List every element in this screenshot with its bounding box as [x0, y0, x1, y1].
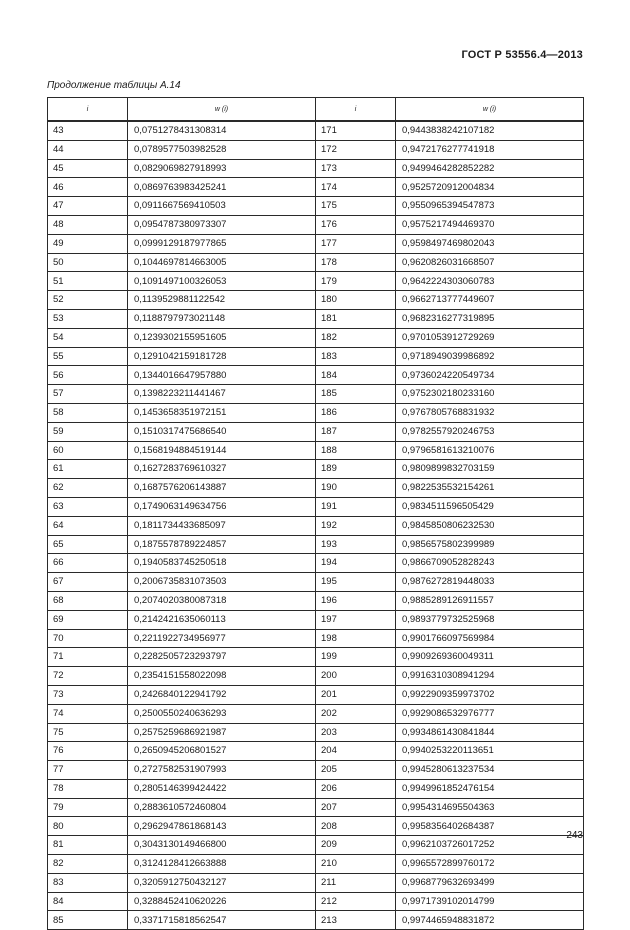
- index-cell: 211: [316, 873, 396, 892]
- table-row: [48, 328, 584, 347]
- index-cell: 74: [48, 704, 128, 723]
- weight-cell: 0,9525720912004834: [396, 178, 584, 197]
- weight-cell: 0,1398223211441467: [128, 385, 316, 404]
- index-cell: 193: [316, 535, 396, 554]
- weight-cell: 0,0829069827918993: [128, 159, 316, 178]
- index-cell: 67: [48, 573, 128, 592]
- column-header-w: w (i): [128, 98, 316, 122]
- weight-cell: 0,9443838242107182: [396, 121, 584, 140]
- table-row: [48, 460, 584, 479]
- weight-cell: 0,3371715818562547: [128, 911, 316, 930]
- weight-cell: 0,9909269360049311: [396, 648, 584, 667]
- weight-cell: 0,1344016647957880: [128, 366, 316, 385]
- weight-cell: 0,2500550240636293: [128, 704, 316, 723]
- weight-cell: 0,9499464282852282: [396, 159, 584, 178]
- weight-cell: 0,9701053912729269: [396, 328, 584, 347]
- index-cell: 185: [316, 385, 396, 404]
- weight-cell: 0,9767805768831932: [396, 403, 584, 422]
- table-row: [48, 761, 584, 780]
- index-cell: 179: [316, 272, 396, 291]
- table-row: [48, 197, 584, 216]
- weight-cell: 0,3205912750432127: [128, 873, 316, 892]
- weight-cell: 0,2282505723293797: [128, 648, 316, 667]
- weight-cell: 0,9822535532154261: [396, 479, 584, 498]
- index-cell: 208: [316, 817, 396, 836]
- table-row: [48, 215, 584, 234]
- index-cell: 73: [48, 685, 128, 704]
- index-cell: 173: [316, 159, 396, 178]
- index-cell: 69: [48, 610, 128, 629]
- table-row: [48, 366, 584, 385]
- index-cell: 197: [316, 610, 396, 629]
- weight-cell: 0,2962947861868143: [128, 817, 316, 836]
- index-cell: 178: [316, 253, 396, 272]
- weight-cell: 0,9971739102014799: [396, 892, 584, 911]
- index-cell: 79: [48, 798, 128, 817]
- index-cell: 174: [316, 178, 396, 197]
- index-cell: 171: [316, 121, 396, 140]
- weight-cell: 0,9662713777449607: [396, 291, 584, 310]
- index-cell: 83: [48, 873, 128, 892]
- weight-cell: 0,0999129187977865: [128, 234, 316, 253]
- index-cell: 76: [48, 742, 128, 761]
- weight-cell: 0,3288452410620226: [128, 892, 316, 911]
- index-cell: 81: [48, 836, 128, 855]
- table-row: [48, 441, 584, 460]
- index-cell: 198: [316, 629, 396, 648]
- table-row: [48, 403, 584, 422]
- table-row: [48, 667, 584, 686]
- index-cell: 186: [316, 403, 396, 422]
- weight-cell: 0,9965572899760172: [396, 855, 584, 874]
- column-header-w-2: w (i): [396, 98, 584, 122]
- index-cell: 181: [316, 309, 396, 328]
- index-cell: 50: [48, 253, 128, 272]
- index-cell: 52: [48, 291, 128, 310]
- weight-cell: 0,9575217494469370: [396, 215, 584, 234]
- weight-cell: 0,9598497469802043: [396, 234, 584, 253]
- weight-cell: 0,0954787380973307: [128, 215, 316, 234]
- weight-cell: 0,9550965394547873: [396, 197, 584, 216]
- weight-cell: 0,9796581613210076: [396, 441, 584, 460]
- table-row: [48, 554, 584, 573]
- weight-cell: 0,2211922734956977: [128, 629, 316, 648]
- index-cell: 183: [316, 347, 396, 366]
- index-cell: 202: [316, 704, 396, 723]
- weight-cell: 0,3043130149466800: [128, 836, 316, 855]
- weight-cell: 0,9856575802399989: [396, 535, 584, 554]
- weight-cell: 0,9866709052828243: [396, 554, 584, 573]
- weight-cell: 0,1811734433685097: [128, 516, 316, 535]
- table-row: [48, 291, 584, 310]
- index-cell: 46: [48, 178, 128, 197]
- table-row: [48, 873, 584, 892]
- index-cell: 182: [316, 328, 396, 347]
- index-cell: 59: [48, 422, 128, 441]
- index-cell: 172: [316, 140, 396, 159]
- table-row: [48, 836, 584, 855]
- index-cell: 200: [316, 667, 396, 686]
- index-cell: 51: [48, 272, 128, 291]
- index-cell: 56: [48, 366, 128, 385]
- weight-cell: 0,1044697814663005: [128, 253, 316, 272]
- table-body: [48, 121, 584, 930]
- table-row: [48, 535, 584, 554]
- index-cell: 65: [48, 535, 128, 554]
- weight-cell: 0,9954314695504363: [396, 798, 584, 817]
- table-row: [48, 610, 584, 629]
- index-cell: 196: [316, 591, 396, 610]
- weight-cell: 0,9682316277319895: [396, 309, 584, 328]
- index-cell: 187: [316, 422, 396, 441]
- index-cell: 201: [316, 685, 396, 704]
- index-cell: 190: [316, 479, 396, 498]
- weight-cell: 0,9949961852476154: [396, 779, 584, 798]
- table-row: [48, 742, 584, 761]
- table-row: [48, 723, 584, 742]
- index-cell: 176: [316, 215, 396, 234]
- index-cell: 82: [48, 855, 128, 874]
- index-cell: 188: [316, 441, 396, 460]
- table-row: [48, 855, 584, 874]
- weight-cell: 0,9922909359973702: [396, 685, 584, 704]
- column-header-i-2: i: [316, 98, 396, 122]
- table-row: [48, 272, 584, 291]
- index-cell: 84: [48, 892, 128, 911]
- table-row: [48, 591, 584, 610]
- weight-cell: 0,1188797973021148: [128, 309, 316, 328]
- standard-designation: ГОСТ Р 53556.4—2013: [461, 49, 583, 61]
- index-cell: 194: [316, 554, 396, 573]
- weight-cell: 0,1453658351972151: [128, 403, 316, 422]
- index-cell: 68: [48, 591, 128, 610]
- table-row: [48, 497, 584, 516]
- weight-cell: 0,2575259686921987: [128, 723, 316, 742]
- weight-cell: 0,9782557920246753: [396, 422, 584, 441]
- table-row: [48, 516, 584, 535]
- index-cell: 77: [48, 761, 128, 780]
- index-cell: 61: [48, 460, 128, 479]
- index-cell: 78: [48, 779, 128, 798]
- table-caption: Продолжение таблицы А.14: [47, 80, 181, 91]
- index-cell: 57: [48, 385, 128, 404]
- index-cell: 54: [48, 328, 128, 347]
- weight-cell: 0,9834511596505429: [396, 497, 584, 516]
- index-cell: 43: [48, 121, 128, 140]
- table-row: [48, 629, 584, 648]
- index-cell: 209: [316, 836, 396, 855]
- weight-cell: 0,9809899832703159: [396, 460, 584, 479]
- weight-cell: 0,1291042159181728: [128, 347, 316, 366]
- index-cell: 58: [48, 403, 128, 422]
- index-cell: 62: [48, 479, 128, 498]
- weight-cell: 0,9718949039986892: [396, 347, 584, 366]
- weight-cell: 0,9929086532976777: [396, 704, 584, 723]
- weight-cell: 0,2006735831073503: [128, 573, 316, 592]
- index-cell: 80: [48, 817, 128, 836]
- index-cell: 53: [48, 309, 128, 328]
- weight-cell: 0,9752302180233160: [396, 385, 584, 404]
- weight-cell: 0,1940583745250518: [128, 554, 316, 573]
- table-row: [48, 159, 584, 178]
- data-table: [47, 97, 584, 930]
- weight-cell: 0,9934861430841844: [396, 723, 584, 742]
- weight-cell: 0,9901766097569984: [396, 629, 584, 648]
- index-cell: 192: [316, 516, 396, 535]
- weight-cell: 0,1510317475686540: [128, 422, 316, 441]
- index-cell: 180: [316, 291, 396, 310]
- index-cell: 72: [48, 667, 128, 686]
- index-cell: 66: [48, 554, 128, 573]
- table-row: [48, 779, 584, 798]
- weight-cell: 0,2727582531907993: [128, 761, 316, 780]
- index-cell: 55: [48, 347, 128, 366]
- index-cell: 45: [48, 159, 128, 178]
- weight-cell: 0,2805146399424422: [128, 779, 316, 798]
- weight-cell: 0,0789577503982528: [128, 140, 316, 159]
- index-cell: 49: [48, 234, 128, 253]
- weight-cell: 0,9893779732525968: [396, 610, 584, 629]
- table-row: [48, 121, 584, 140]
- table-row: [48, 479, 584, 498]
- index-cell: 48: [48, 215, 128, 234]
- weight-cell: 0,1091497100326053: [128, 272, 316, 291]
- weight-cell: 0,2426840122941792: [128, 685, 316, 704]
- index-cell: 203: [316, 723, 396, 742]
- table-row: [48, 347, 584, 366]
- weight-cell: 0,1875578789224857: [128, 535, 316, 554]
- index-cell: 205: [316, 761, 396, 780]
- table-row: [48, 798, 584, 817]
- weight-cell: 0,1687576206143887: [128, 479, 316, 498]
- table-row: [48, 648, 584, 667]
- index-cell: 47: [48, 197, 128, 216]
- index-cell: 75: [48, 723, 128, 742]
- index-cell: 85: [48, 911, 128, 930]
- weight-cell: 0,2883610572460804: [128, 798, 316, 817]
- index-cell: 189: [316, 460, 396, 479]
- index-cell: 184: [316, 366, 396, 385]
- index-cell: 212: [316, 892, 396, 911]
- weight-cell: 0,1239302155951605: [128, 328, 316, 347]
- table-row: [48, 178, 584, 197]
- weight-cell: 0,9876272819448033: [396, 573, 584, 592]
- weight-cell: 0,9945280613237534: [396, 761, 584, 780]
- index-cell: 213: [316, 911, 396, 930]
- index-cell: 60: [48, 441, 128, 460]
- table-row: [48, 911, 584, 930]
- weight-cell: 0,2074020380087318: [128, 591, 316, 610]
- index-cell: 44: [48, 140, 128, 159]
- index-cell: 195: [316, 573, 396, 592]
- page-number: 243: [566, 830, 583, 841]
- weight-cell: 0,9940253220113651: [396, 742, 584, 761]
- weight-cell: 0,2354151558022098: [128, 667, 316, 686]
- table-row: [48, 704, 584, 723]
- weight-cell: 0,9472176277741918: [396, 140, 584, 159]
- weight-cell: 0,9968779632693499: [396, 873, 584, 892]
- table-row: [48, 309, 584, 328]
- index-cell: 177: [316, 234, 396, 253]
- column-header-i: i: [48, 98, 128, 122]
- weight-cell: 0,9845850806232530: [396, 516, 584, 535]
- weight-cell: 0,9736024220549734: [396, 366, 584, 385]
- weight-cell: 0,9885289126911557: [396, 591, 584, 610]
- weight-cell: 0,0751278431308314: [128, 121, 316, 140]
- index-cell: 210: [316, 855, 396, 874]
- table-header-row: [48, 98, 584, 122]
- weight-cell: 0,1568194884519144: [128, 441, 316, 460]
- table-row: [48, 685, 584, 704]
- weight-cell: 0,9642224303060783: [396, 272, 584, 291]
- index-cell: 206: [316, 779, 396, 798]
- index-cell: 207: [316, 798, 396, 817]
- weight-cell: 0,9974465948831872: [396, 911, 584, 930]
- weight-cell: 0,9620826031668507: [396, 253, 584, 272]
- table-row: [48, 892, 584, 911]
- weight-cell: 0,9962103726017252: [396, 836, 584, 855]
- weight-cell: 0,9958356402684387: [396, 817, 584, 836]
- index-cell: 70: [48, 629, 128, 648]
- table-row: [48, 140, 584, 159]
- weight-cell: 0,2650945206801527: [128, 742, 316, 761]
- weight-cell: 0,9916310308941294: [396, 667, 584, 686]
- index-cell: 64: [48, 516, 128, 535]
- weight-cell: 0,1627283769610327: [128, 460, 316, 479]
- index-cell: 191: [316, 497, 396, 516]
- index-cell: 63: [48, 497, 128, 516]
- table-row: [48, 385, 584, 404]
- index-cell: 204: [316, 742, 396, 761]
- index-cell: 199: [316, 648, 396, 667]
- index-cell: 71: [48, 648, 128, 667]
- weight-cell: 0,1749063149634756: [128, 497, 316, 516]
- table-row: [48, 573, 584, 592]
- table-row: [48, 234, 584, 253]
- index-cell: 175: [316, 197, 396, 216]
- weight-cell: 0,3124128412663888: [128, 855, 316, 874]
- weight-cell: 0,0869763983425241: [128, 178, 316, 197]
- table-row: [48, 817, 584, 836]
- table-row: [48, 253, 584, 272]
- table-row: [48, 422, 584, 441]
- weight-cell: 0,1139529881122542: [128, 291, 316, 310]
- weight-cell: 0,2142421635060113: [128, 610, 316, 629]
- weight-cell: 0,0911667569410503: [128, 197, 316, 216]
